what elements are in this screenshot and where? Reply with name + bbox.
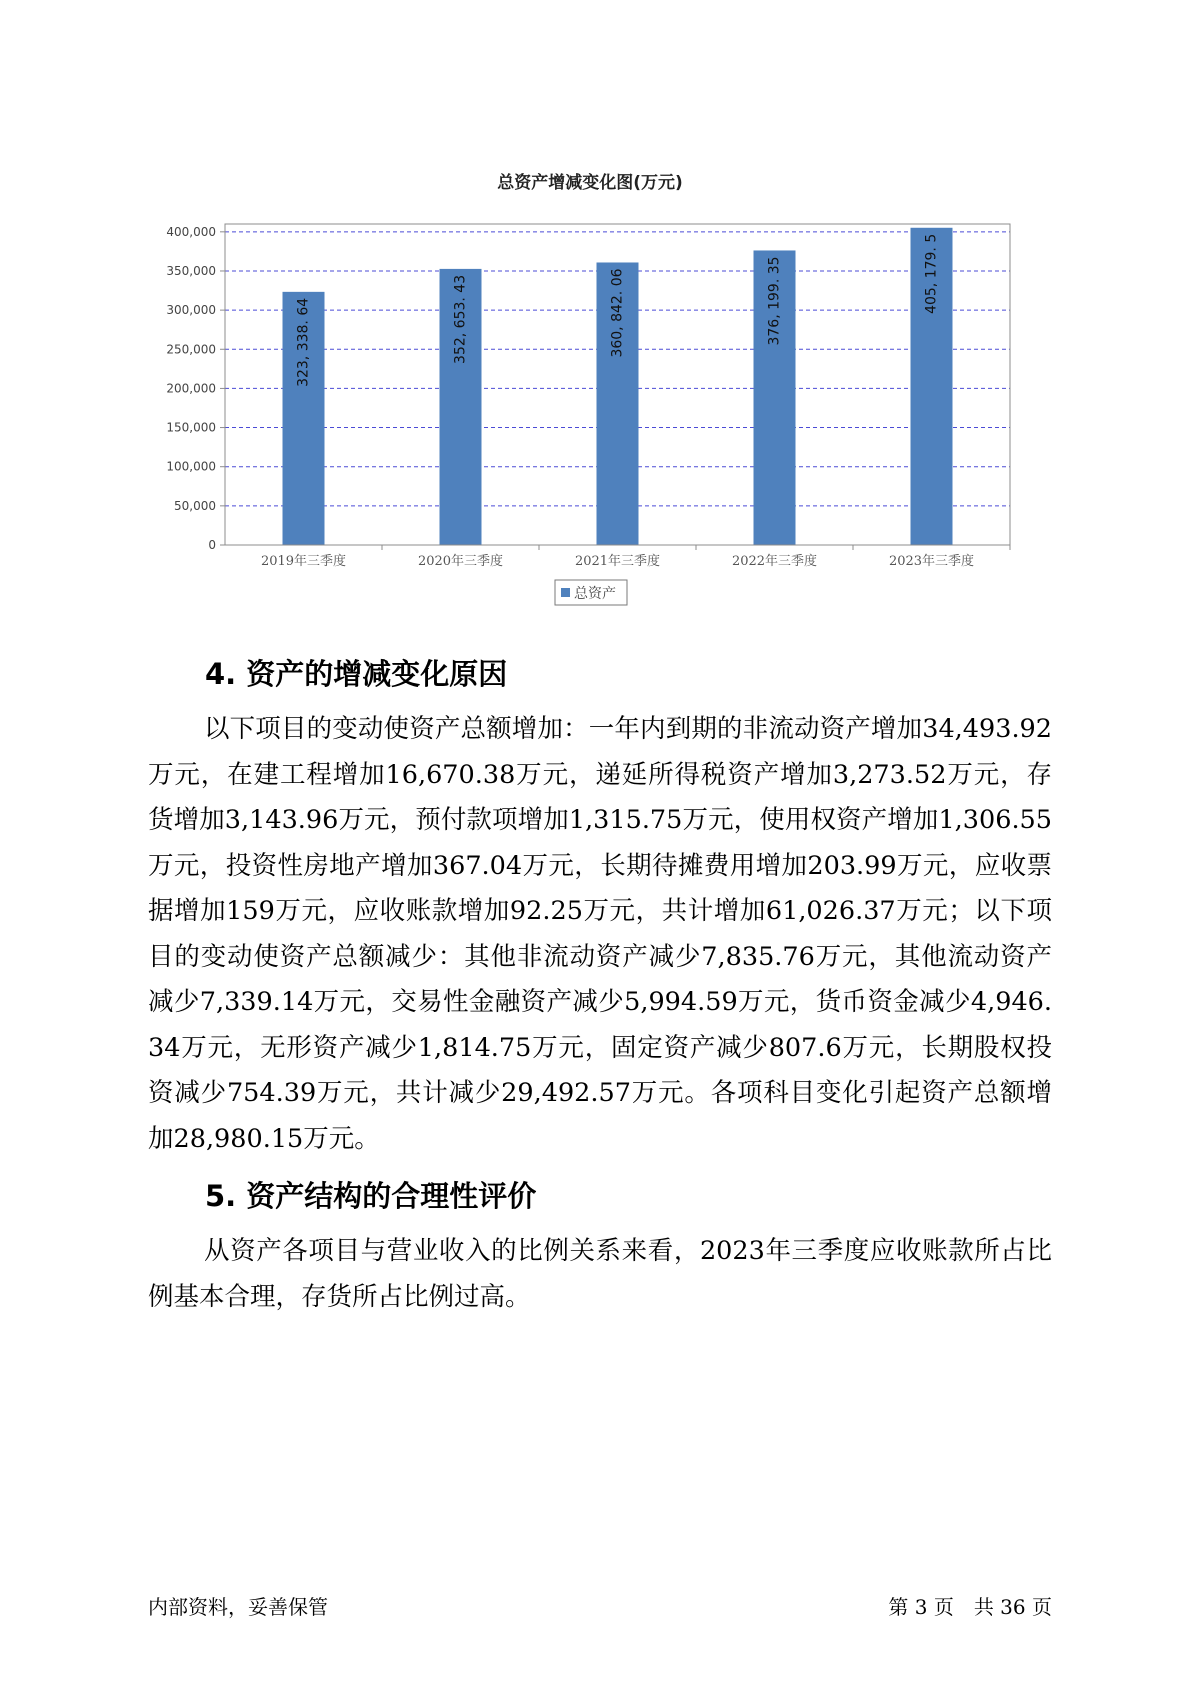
y-tick-label: 100,000 [166, 459, 216, 474]
y-tick-label: 200,000 [166, 381, 216, 396]
y-tick-label: 400,000 [166, 224, 216, 239]
legend-label-total-assets: 总资产 [574, 586, 616, 602]
bar-value-label: 323, 338. 64 [295, 297, 312, 387]
bar-value-label: 352, 653. 43 [452, 274, 469, 364]
y-tick-label: 250,000 [166, 342, 216, 357]
x-tick-label: 2020年三季度 [417, 554, 504, 569]
section-4-heading: 4. 资产的增减变化原因 [205, 657, 508, 691]
y-tick-label: 0 [208, 538, 216, 552]
y-tick-label: 50,000 [174, 498, 216, 513]
y-axis-ticks [166, 225, 225, 552]
footer-page-number: 第 3 页 共 36 页 [888, 1595, 1052, 1619]
x-axis-ticks [225, 545, 1010, 569]
y-tick-label: 150,000 [166, 420, 216, 435]
bar-value-label: 376, 199. 35 [766, 256, 783, 346]
section-4-paragraph: 以下项目的变动使资产总额增加：一年内到期的非流动资产增加34,493.92万元，在建工程增加16,670.38万元，递延所得税资产增加3,273.52万元，存货增加3,143.96万元，预付款项增加1,315.75万元，使用权资产增加1,306.55万元，投资性房地产增加367.04万元，长期待摊费用增加203.99万元，应收票据增加159万元，应收账款增加92.25万元，共计增加61,026.37万元；以下项目的变动使资产总额减少：其他非流动资产减少7,835.76万元，其他流动资产减少7,339.14万元，交易性金融资产减少5,994.59万元，货币资金减少4,946.34万元，无形资产减少1,814.75万元，固定资产减少807.6万元，长期股权投资减少754.39万元，共计减少29,492.57万元。各项科目变化引起资产总额增加28,980.15万元。 [148, 714, 1052, 1154]
total-assets-chart [150, 160, 1030, 630]
x-tick-label: 2022年三季度 [731, 554, 818, 569]
chart-legend [555, 580, 627, 605]
section-5-heading: 5. 资产结构的合理性评价 [205, 1179, 537, 1213]
x-tick-label: 2023年三季度 [888, 554, 975, 569]
x-tick-label: 2019年三季度 [260, 554, 347, 569]
y-tick-label: 300,000 [166, 303, 216, 318]
section-5-paragraph: 从资产各项目与营业收入的比例关系来看，2023年三季度应收账款所占比例基本合理，存货所占比例过高。 [148, 1236, 1052, 1312]
bar-value-label: 405, 179. 5 [923, 233, 940, 314]
legend-swatch [561, 588, 570, 597]
x-tick-label: 2021年三季度 [574, 554, 661, 569]
chart-title: 总资产增减变化图(万元) [497, 173, 683, 193]
bar-value-label: 360, 842. 06 [609, 268, 626, 358]
y-tick-label: 350,000 [166, 263, 216, 278]
footer-confidential-note: 内部资料，妥善保管 [148, 1595, 328, 1619]
